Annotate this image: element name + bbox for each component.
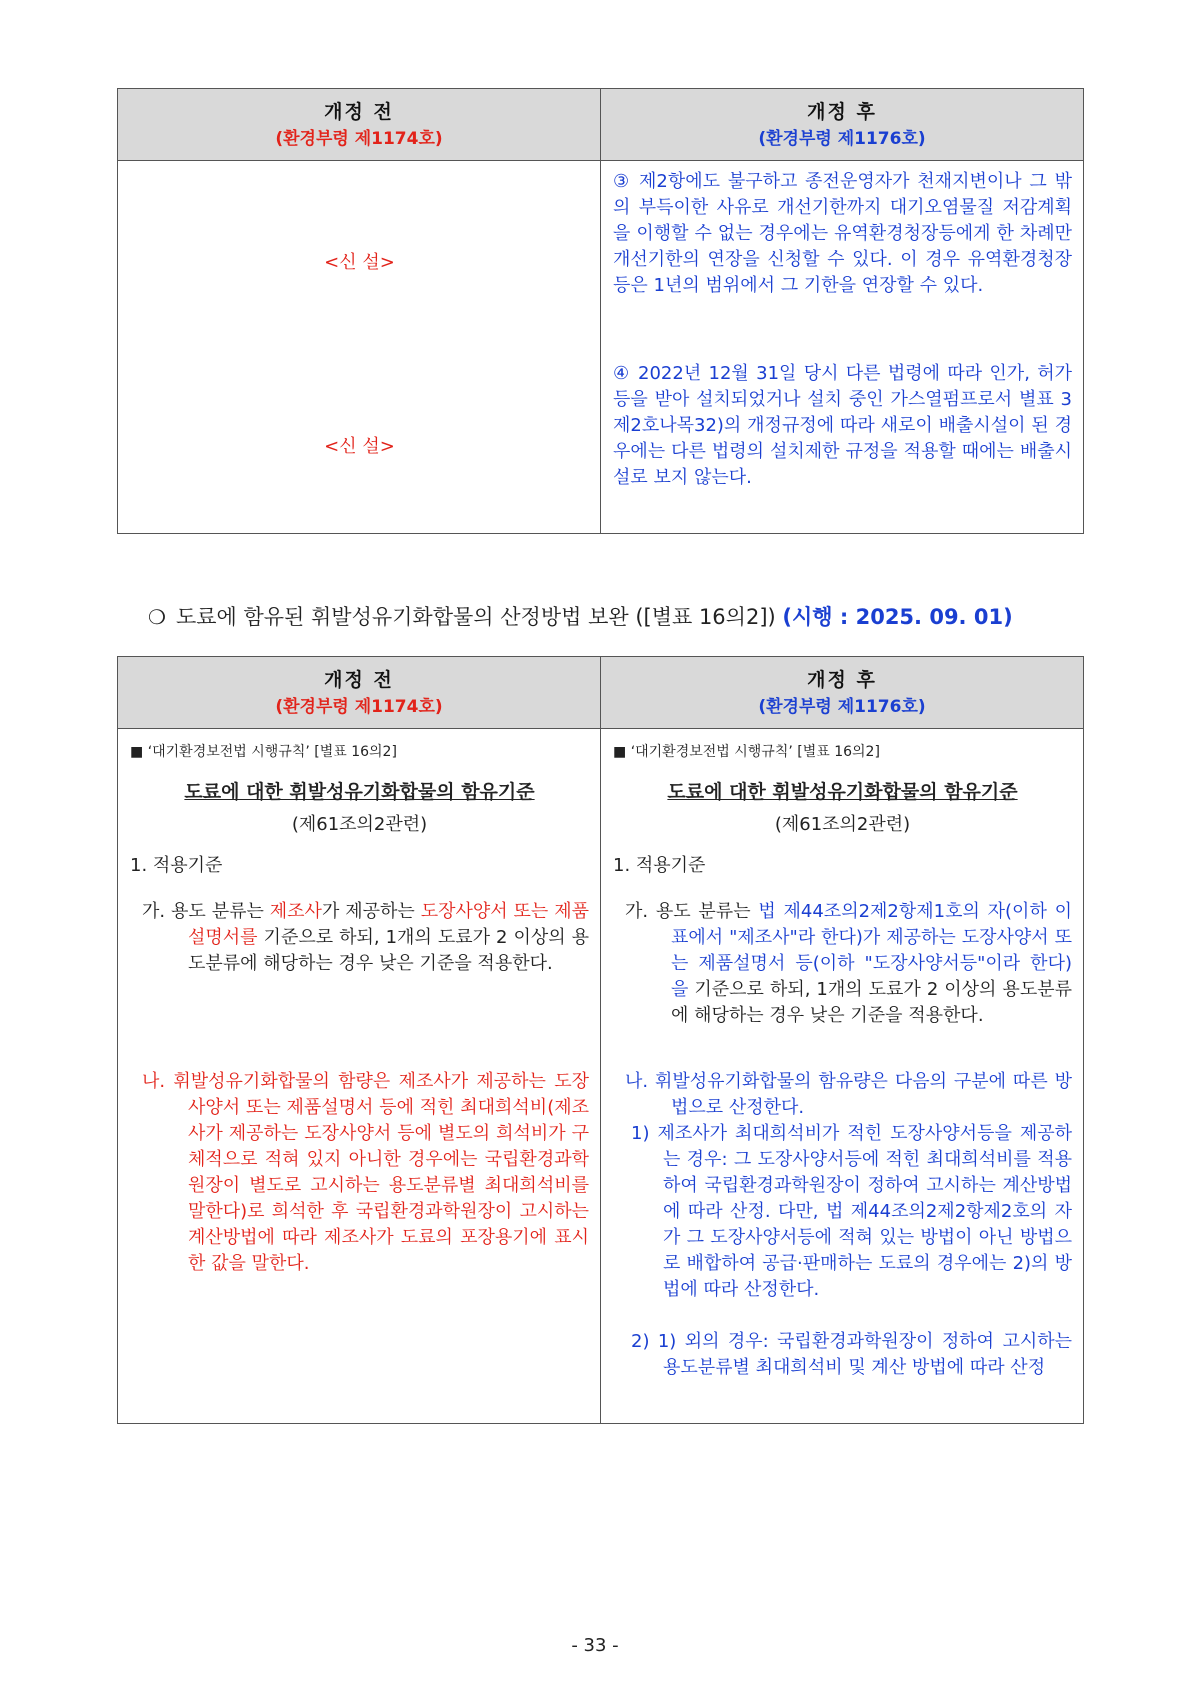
amendment-table-2 — [117, 656, 1084, 1424]
new-provision-label-2: <신 설> — [324, 436, 395, 457]
header-before-title: 개정 전 — [324, 668, 394, 691]
header-after — [601, 89, 1084, 161]
square-bullet-icon: ■ — [613, 744, 627, 760]
square-bullet-icon: ■ — [130, 744, 144, 760]
annex-title-text: 도료에 대한 휘발성유기화합물의 함유기준 — [184, 781, 535, 803]
after-cell — [601, 161, 1084, 534]
ga-new-definition: 법 제44조의2제2항제1호의 자(이하 이 표에서 "제조사"라 한다)가 제공하는 도장사양서 또는 제품설명서 등(이하 "도장사양서등"이라 한다)을 — [671, 901, 1072, 1000]
header-before-ordinance: (환경부령 제1174호) — [275, 696, 443, 717]
annex-title — [118, 777, 601, 804]
header-after-ordinance: (환경부령 제1176호) — [758, 128, 926, 149]
clause-3: ③ 제2항에도 불구하고 종전운영자가 천재지변이나 그 밖의 부득이한 사유로 개선기한까지 대기오염물질 저감계획을 이행할 수 없는 경우에는 유역환경청장등에게 한 차례만 개선기한의 연장을 신청할 수 있다. 이 경우 유역환경청장등은 1년의 범위에서 그 기한을 연장할 수 있다. — [613, 171, 1072, 296]
header-after-title: 개정 후 — [807, 100, 877, 123]
ga-mid: 가 제공하는 — [321, 901, 421, 922]
before-cell — [118, 729, 601, 1424]
new-provision-label-1: <신 설> — [324, 252, 395, 273]
header-before — [118, 89, 601, 161]
circle-bullet-icon: ❍ — [148, 605, 166, 629]
ga-prefix: 가. 용도 분류는 — [625, 901, 759, 922]
item-1-heading: 1. 적용기준 — [613, 855, 706, 876]
header-before-title: 개정 전 — [324, 100, 394, 123]
after-cell — [601, 729, 1084, 1424]
before-item-ga — [142, 899, 589, 977]
header-after — [601, 657, 1084, 729]
ga-rest: 기준으로 하되, 1개의 도료가 2 이상의 용도분류에 해당하는 경우 낮은 기준을 적용한다. — [188, 927, 589, 974]
annex-reference-text: ‘대기환경보전법 시행규칙’ [별표 16의2] — [630, 744, 880, 760]
after-item-na-1: 1) 제조사가 최대희석비가 적힌 도장사양서등을 제공하는 경우: 그 도장사양서등에 적힌 최대희석비를 적용하여 국립환경과학원장이 정하여 고시하는 계산방법에 따라 산정. 다만, 법 제44조의2제2항제2호의 자가 그 도장사양서등에 적혀 있는 방법이 아닌 방법으로 배합하여 공급·판매하는 도료의 경우에는 2)의 방법에 따라 산정한다. — [631, 1123, 1072, 1300]
header-after-title: 개정 후 — [807, 668, 877, 691]
after-item-na-2: 2) 1) 외의 경우: 국립환경과학원장이 정하여 고시하는 용도분류별 최대희석비 및 계산 방법에 따라 산정 — [631, 1331, 1072, 1378]
ga-prefix: 가. 용도 분류는 — [142, 901, 270, 922]
before-item-na: 나. 휘발성유기화합물의 함량은 제조사가 제공하는 도장사양서 또는 제품설명서 등에 적힌 최대희석비(제조사가 제공하는 도장사양서 등에 별도의 희석비가 구체적으로 적혀 있지 아니한 경우에는 국립환경과학원장이 별도로 고시하는 용도분류별 최대희석비를 말한다)로 희석한 후 국립환경과학원장이 고시하는 계산방법에 따라 제조사가 도료의 포장용기에 표시한 값을 말한다. — [142, 1071, 589, 1274]
annex-reference-text: ‘대기환경보전법 시행규칙’ [별표 16의2] — [147, 744, 397, 760]
after-item-ga — [625, 899, 1072, 1029]
header-before — [118, 657, 601, 729]
section-title: 도료에 함유된 휘발성유기화합물의 산정방법 보완 ([별표 16의2]) — [175, 605, 776, 629]
item-1-heading: 1. 적용기준 — [130, 855, 223, 876]
ga-spec-doc: 도장사양서 또는 제품설명서를 — [188, 901, 589, 948]
effective-date: (시행 : 2025. 09. 01) — [782, 605, 1013, 629]
after-item-na: 나. 휘발성유기화합물의 함유량은 다음의 구분에 따른 방법으로 산정한다. — [625, 1071, 1072, 1118]
annex-title — [601, 777, 1084, 804]
annex-subtitle: (제61조의2관련) — [291, 814, 428, 835]
clause-4: ④ 2022년 12월 31일 당시 다른 법령에 따라 인가, 허가 등을 받아 설치되었거나 설치 중인 가스열펌프로서 별표 3 제2호나목32)의 개정규정에 따라 새로이 배출시설이 된 경우에는 다른 법령의 설치제한 규정을 적용할 때에는 배출시설로 보지 않는다. — [613, 363, 1072, 488]
annex-reference — [613, 741, 880, 761]
page-number: - 33 - — [571, 1635, 619, 1656]
ga-rest: 기준으로 하되, 1개의 도료가 2 이상의 용도분류에 해당하는 경우 낮은 기준을 적용한다. — [671, 979, 1072, 1026]
section-heading — [148, 602, 1013, 632]
amendment-table-1 — [117, 88, 1084, 534]
before-cell — [118, 161, 601, 534]
annex-reference — [130, 741, 397, 761]
ga-manufacturer: 제조사 — [269, 901, 322, 922]
header-after-ordinance: (환경부령 제1176호) — [758, 696, 926, 717]
annex-title-text: 도료에 대한 휘발성유기화합물의 함유기준 — [667, 781, 1018, 803]
header-before-ordinance: (환경부령 제1174호) — [275, 128, 443, 149]
annex-subtitle: (제61조의2관련) — [774, 814, 911, 835]
